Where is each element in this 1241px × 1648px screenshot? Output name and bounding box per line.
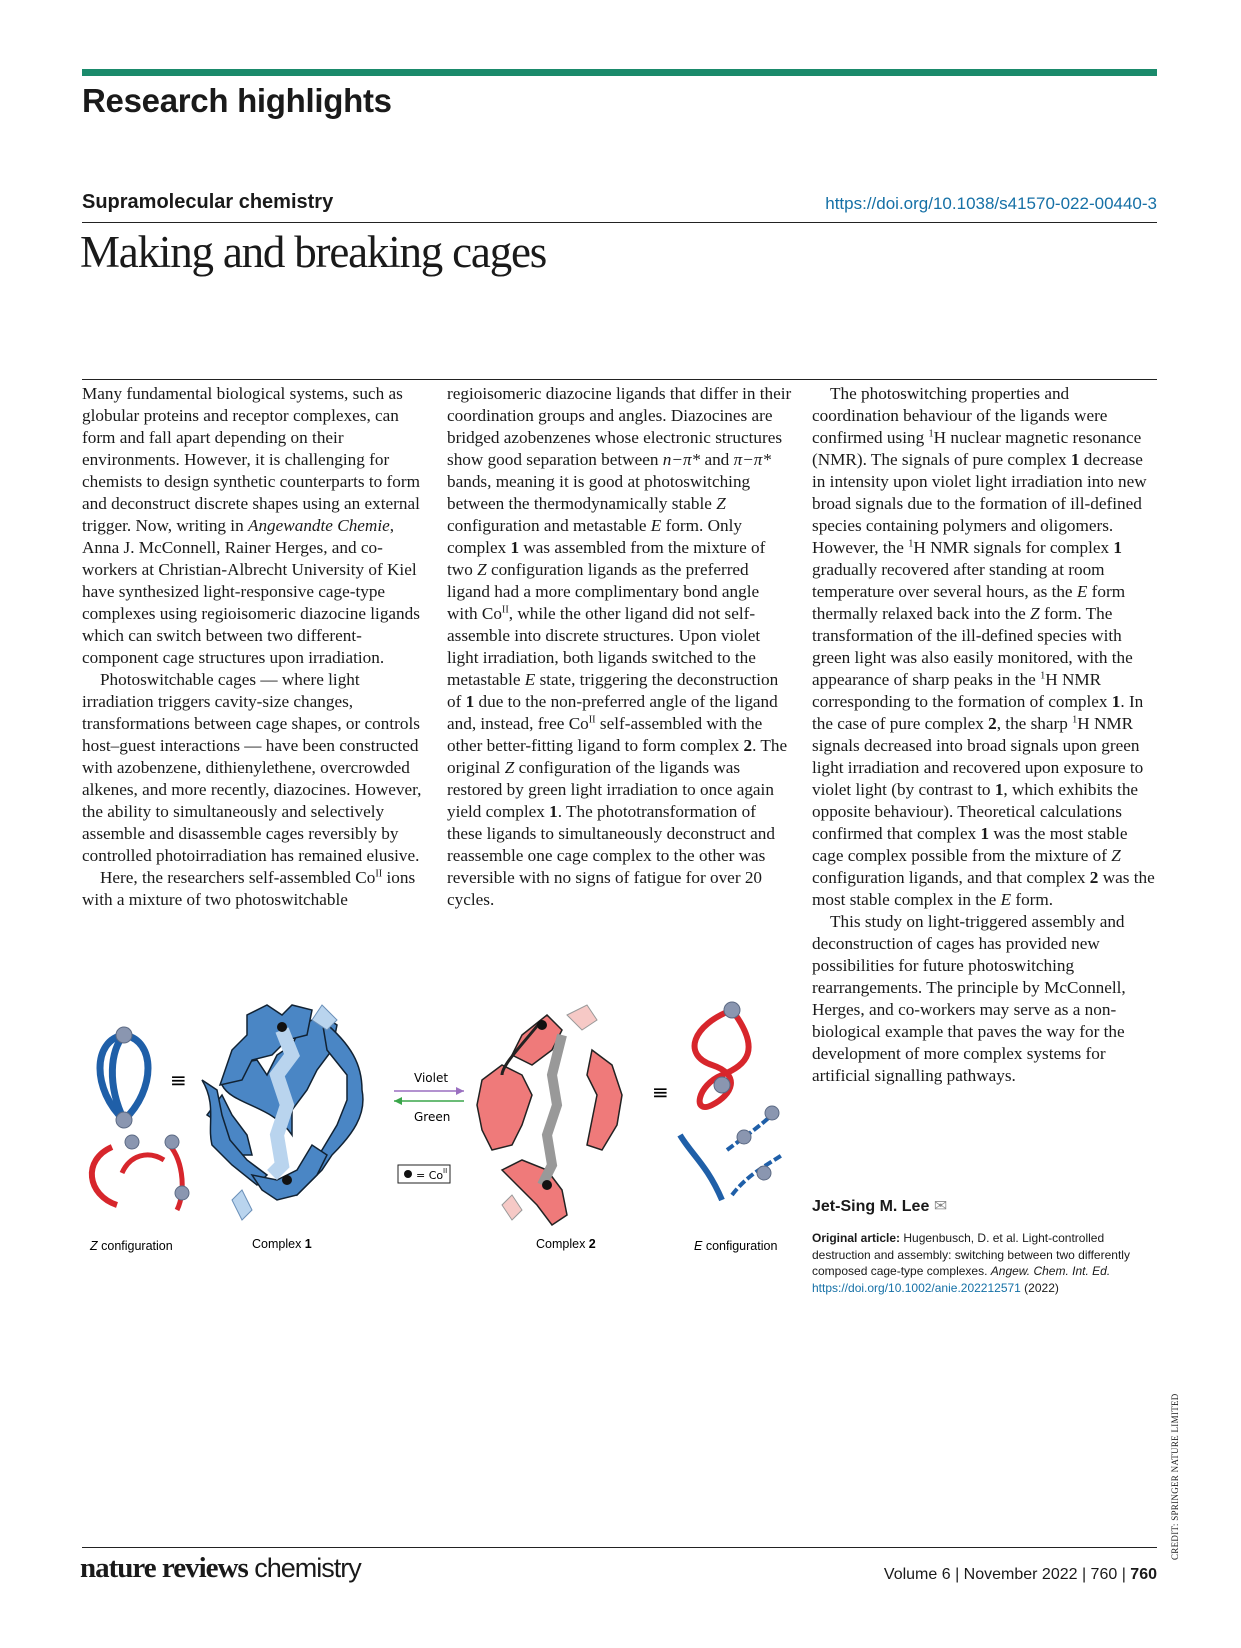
green-label: Green <box>414 1110 451 1124</box>
text-column-2 <box>447 383 792 911</box>
text-column-1 <box>82 383 427 911</box>
co-legend <box>398 1165 450 1183</box>
equiv-symbol: ≡ <box>652 1080 669 1104</box>
headline: Making and breaking cages <box>80 227 547 277</box>
footer-rule <box>82 1547 1157 1548</box>
complex-1-cage <box>202 1005 363 1220</box>
equiv-symbol: ≡ <box>170 1068 187 1092</box>
mail-icon[interactable]: ✉ <box>933 1198 948 1215</box>
paragraph: Here, the researchers self-assembled $Co^{II}$ ions with a mixture of two photoswitchable <box>82 868 416 909</box>
volume-info: Volume 6 | November 2022 | 760 | 760 <box>883 1566 1157 1583</box>
z-ligand-loop <box>100 1027 148 1128</box>
journal-name: nature reviews chemistry <box>80 1552 361 1584</box>
top-accent-bar <box>82 69 1157 76</box>
e-config-label: E configuration <box>694 1239 778 1253</box>
e-ligand-arms <box>680 1106 782 1200</box>
author-byline: Jet-Sing M. Lee ✉ <box>812 1198 948 1215</box>
paragraph: Photoswitchable cages — where light irradiation triggers cavity-size changes, transformations between cage shapes, or controls host–guest interactions — have been constructed with azobenzene, dithienylethene, overcrowded alkenes, and more recently, diazocines. However, the ability to simultaneously and selectively assemble and disassemble cages reversibly by controlled photoirradiation has remained elusive. <box>82 670 422 865</box>
paragraph: regioisomeric diazocine ligands that differ in their coordination groups and angles. Diazocines are bridged azobenzenes whose electronic structures show good separation between n−π* and π−π* bands, meaning it is good at photoswitching between the thermodynamically stable Z configuration and metastable E form. Only complex 1 was assembled from the mixture of two Z configuration ligands as the preferred ligand had a more complimentary bond angle with $Co^{II}$, while the other ligand did not self-assemble into discrete structures. Upon violet light irradiation, both ligands switched to the metastable E state, triggering the deconstruction of 1 due to the non-preferred angle of the ligand and, instead, free $Co^{II}$ self-assembled with the other better-fitting ligand to form complex 2. The original Z configuration of the ligands was restored by green light irradiation to once again yield complex 1. The phototransformation of these ligands to simultaneously deconstruct and reassemble one cage complex to the other was reversible with no signs of fatigue for over 20 cycles. <box>447 384 792 909</box>
cage-figure <box>82 995 794 1295</box>
e-ligand-loop <box>695 1002 749 1107</box>
original-article: Original article: Hugenbusch, D. et al. Light-controlled destruction and assembly: switching between two differently composed cage-type complexes. Angew. Chem. Int. Ed. https://doi.org/10.1002/anie.202212571 (2022) <box>812 1231 1130 1295</box>
text-column-3 <box>812 383 1157 1087</box>
violet-label: Violet <box>414 1071 449 1085</box>
paragraph: The photoswitching properties and coordination behaviour of the ligands were confirmed using $^1$H nuclear magnetic resonance (NMR). The signals of pure complex 1 decrease in intensity upon violet light irradiation into new broad signals due to the formation of ill-defined species containing polymers and oligomers. However, the $^1$H NMR signals for complex 1 gradually recovered after standing at room temperature over several hours, as the E form thermally relaxed back into the Z form. The transformation of the ill-defined species with green light was also easily monitored, with the appearance of sharp peaks in the $^1$H NMR corresponding to the formation of complex 1. In the case of pure complex 2, the sharp $^1$H NMR signals decreased into broad signals upon green light irradiation and recovered upon exposure to violet light (by contrast to 1, which exhibits the opposite behaviour). Theoretical calculations confirmed that complex 1 was the most stable cage complex possible from the mixture of Z configuration ligands, and that complex 2 was the most stable complex in the E form. <box>812 384 1155 909</box>
image-credit: CREDIT: SPRINGER NATURE LIMITED <box>1170 1393 1180 1560</box>
complex-2-cage <box>477 1005 622 1225</box>
paragraph: Many fundamental biological systems, such as globular proteins and receptor complexes, can form and fall apart depending on their environments. However, it is challenging for chemists to design synthetic counterparts to form and deconstruct discrete shapes using an external trigger. Now, writing in Angewandte Chemie, Anna J. McConnell, Rainer Herges, and co-workers at Christian-Albrecht University of Kiel have synthesized light-responsive cage-type complexes using regioisomeric diazocine ligands which can switch between two different-component cage structures upon irradiation. <box>82 384 420 667</box>
switch-arrows <box>394 1071 464 1124</box>
doi-link[interactable]: https://doi.org/10.1038/s41570-022-00440-3 <box>825 194 1157 213</box>
complex-2-label: Complex 2 <box>536 1237 596 1251</box>
body-rule <box>82 379 1157 380</box>
original-article-link[interactable]: https://doi.org/10.1002/anie.202212571 <box>812 1280 1021 1295</box>
svg-text:II: II <box>443 1167 448 1175</box>
header-rule <box>82 222 1157 223</box>
z-config-label: Z configuration <box>90 1239 173 1253</box>
z-ligand-arcs <box>92 1135 189 1210</box>
legend-text: = Co <box>416 1169 444 1182</box>
section-title: Research highlights <box>82 82 392 119</box>
complex-1-label: Complex 1 <box>252 1237 312 1251</box>
subject-label: Supramolecular chemistry <box>82 191 334 213</box>
paragraph: This study on light-triggered assembly and deconstruction of cages has provided new possibilities for future photoswitching rearrangements. The principle by McConnell, Herges, and co-workers may serve as a non-biological example that paves the way for the development of more complex systems for artificial signalling pathways. <box>812 912 1126 1085</box>
